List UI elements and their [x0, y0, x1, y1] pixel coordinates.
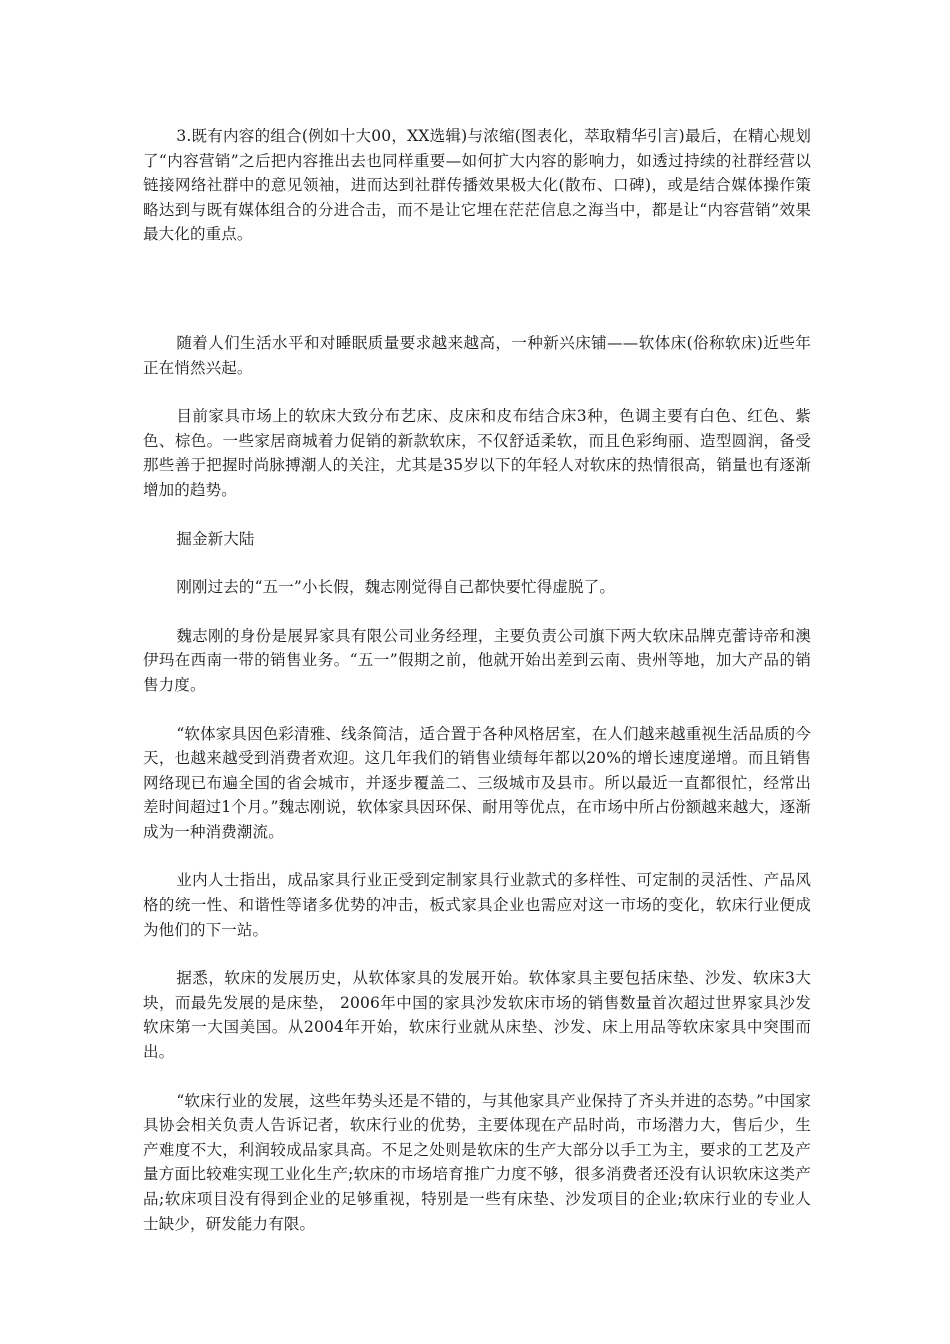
paragraph-content-marketing: 3.既有内容的组合(例如十大00，XX选辑)与浓缩(图表化，萃取精华引言)最后，在精心规划了“内容营销”之后把内容推出去也同样重要—如何扩大内容的影响力，如透过持续的社群经营以链接网络社群中的意见领袖，进而达到社群传播效果极大化(散布、口碑)，或是结合媒体操作策略达到与既有媒体组合的分进合击，而不是让它埋在茫茫信息之海当中，都是让“内容营销”效果最大化的重点。: [143, 127, 811, 244]
paragraph-association-quote: “软床行业的发展，这些年势头还是不错的，与其他家具产业保持了齐头并进的态势。”中国家具协会相关负责人告诉记者，软床行业的优势，主要体现在产品时尚，市场潜力大，售后少，生产难度不大，利润较成品家具高。不足之处则是软床的生产大部分以手工为主，要求的工艺及产量方面比较难实现工业化生产;软床的市场培育推广力度不够，很多消费者还没有认识软床这类产品;软床项目没有得到企业的足够重视，特别是一些有床垫、沙发项目的企业;软床行业的专业人士缺少，研发能力有限。: [143, 1091, 811, 1233]
paragraph-market-overview: 目前家具市场上的软床大致分布艺床、皮床和皮布结合床3种，色调主要有白色、红色、紫色、棕色。一些家居商城着力促销的新款软床，不仅舒适柔软，而且色彩绚丽、造型圆润，备受那些善于把握时尚脉搏潮人的关注，尤其是35岁以下的年轻人对软床的热情很高，销量也有逐渐增加的趋势。: [143, 407, 811, 499]
paragraph-industry-insider: 业内人士指出，成品家具行业正受到定制家具行业款式的多样性、可定制的灵活性、产品风格的统一性、和谐性等诸多优势的冲击，板式家具企业也需应对这一市场的变化，软床行业便成为他们的下一站。: [143, 871, 811, 939]
paragraph-soft-bed-intro: 随着人们生活水平和对睡眠质量要求越来越高，一种新兴床铺——软体床(俗称软床)近些年正在悄然兴起。: [143, 333, 811, 377]
paragraph-history: 据悉，软床的发展历史，从软体家具的发展开始。软体家具主要包括床垫、沙发、软床3大块，而最先发展的是床垫， 2006年中国的家具沙发软床市场的销售数量首次超过世界家具沙发软床第一大国美国。从2004年开始，软床行业就从床垫、沙发、床上用品等软床家具中突围而出。: [143, 969, 811, 1062]
paragraph-wei-zhigang-role: 魏志刚的身份是展昇家具有限公司业务经理，主要负责公司旗下两大软床品牌克蕾诗帝和澳伊玛在西南一带的销售业务。“五一”假期之前，他就开始出差到云南、贵州等地，加大产品的销售力度。: [143, 626, 811, 694]
paragraph-wei-zhigang-quote: “软体家具因色彩清雅、线条简洁，适合置于各种风格居室，在人们越来越重视生活品质的今天，也越来越受到消费者欢迎。这几年我们的销售业绩每年都以20%的增长速度递增。而且销售网络现已布遍全国的省会城市，并逐步覆盖二、三级城市及县市。所以最近一直都很忙，经常出差时间超过1个月。”魏志刚说，软体家具因环保、耐用等优点，在市场中所占份额越来越大，逐渐成为一种消费潮流。: [143, 724, 811, 841]
paragraph-may-day: 刚刚过去的“五一”小长假，魏志刚觉得自己都快要忙得虚脱了。: [176, 578, 616, 597]
document-body: [143, 124, 811, 1260]
section-heading: 掘金新大陆: [176, 529, 255, 548]
